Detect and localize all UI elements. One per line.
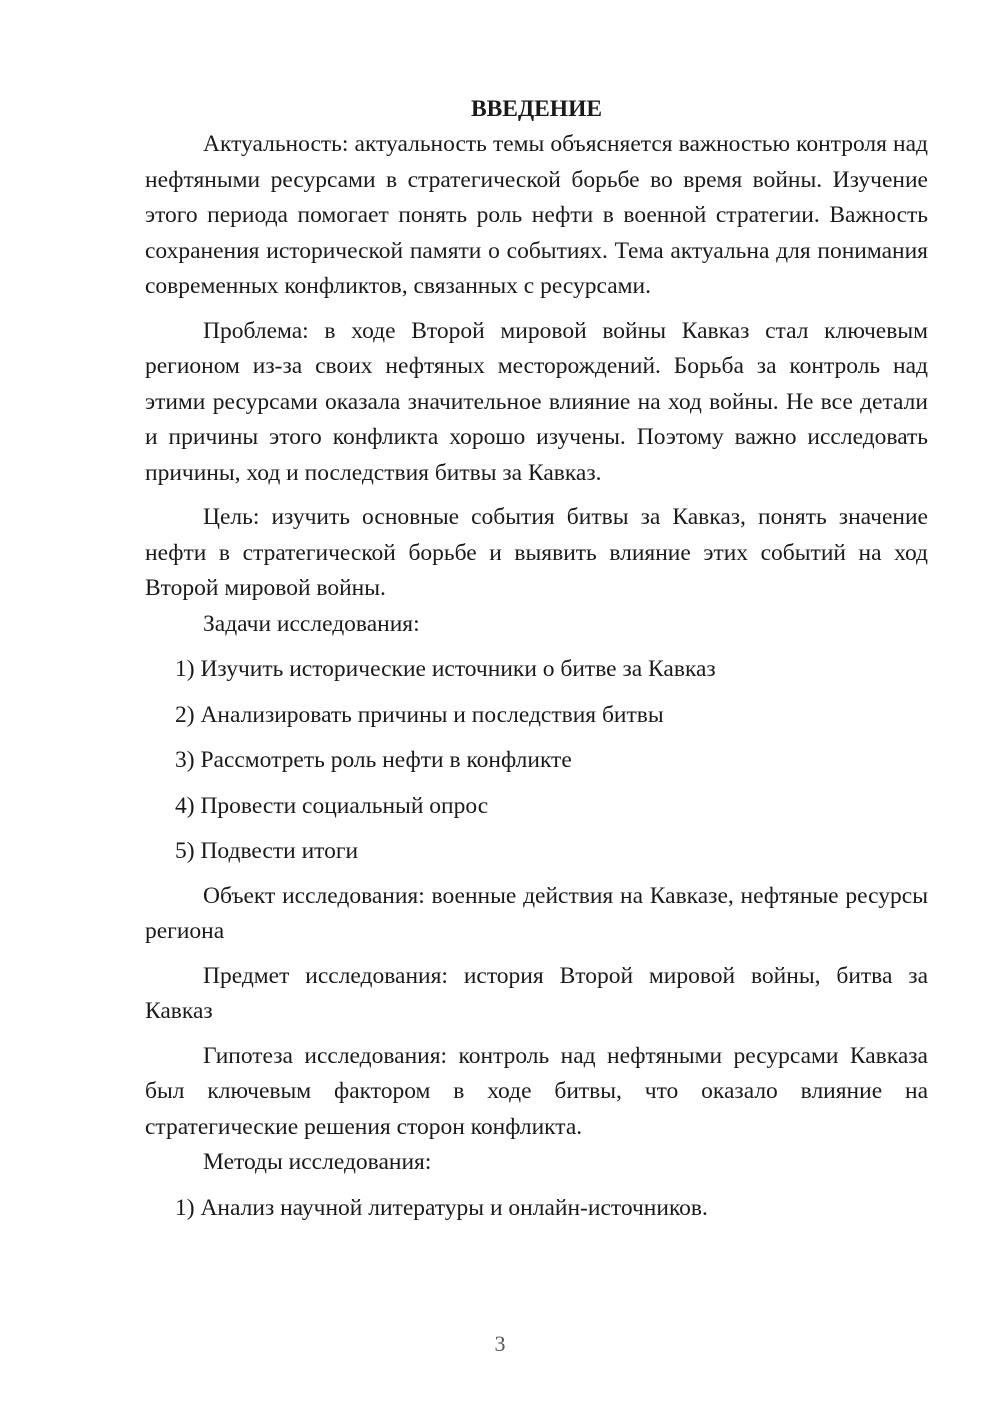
methods-list [145, 1191, 928, 1227]
goal-paragraph: Цель: изучить основные события битвы за Кавказ, понять значение нефти в стратегической борьбе и выявить влияние этих событий на ход Второй мировой войны. [145, 504, 928, 601]
page-title: ВВЕДЕНИЕ [470, 96, 603, 122]
task-item: 3) Рассмотреть роль нефти в конфликте [175, 747, 572, 773]
methods-heading: Методы исследования: [203, 1149, 432, 1175]
task-item: 1) Изучить исторические источники о битве за Кавказ [175, 656, 716, 682]
task-item: 5) Подвести итоги [175, 838, 359, 864]
method-item: 1) Анализ научной литературы и онлайн-источников. [175, 1194, 708, 1221]
page-number: 3 [494, 1331, 506, 1356]
tasks-heading: Задачи исследования: [203, 610, 420, 637]
object-paragraph: Объект исследования: военные действия на Кавказе, нефтяные ресурсы региона [145, 882, 928, 944]
subject-paragraph: Предмет исследования: история Второй мировой войны, битва за Кавказ [145, 962, 928, 1024]
relevance-paragraph: Актуальность: актуальность темы объясняется важностью контроля над нефтяными ресурсами в стратегической борьбе во время войны. Изучение этого периода помогает понять роль нефти в военной стратегии. Важность сохранения исторической памяти о событиях. Тема актуальна для понимания современных конфликтов, связанных с ресурсами. [145, 131, 928, 299]
task-item: 4) Провести социальный опрос [175, 792, 489, 819]
problem-paragraph: Проблема: в ходе Второй мировой войны Кавказ стал ключевым регионом из-за своих нефтяных месторождений. Борьба за контроль над этими ресурсами оказала значительное влияние на ход войны. Не все детали и причины этого конфликта хорошо изучены. Поэтому важно исследовать причины, ход и последствия битвы за Кавказ. [145, 317, 928, 486]
document-body [145, 92, 928, 1226]
tasks-list [145, 652, 928, 870]
task-item: 2) Анализировать причины и последствия битвы [175, 701, 664, 728]
hypothesis-paragraph: Гипотеза исследования: контроль над нефтяными ресурсами Кавказа был ключевым фактором в ходе битвы, что оказало влияние на стратегические решения сторон конфликта. [145, 1042, 928, 1140]
